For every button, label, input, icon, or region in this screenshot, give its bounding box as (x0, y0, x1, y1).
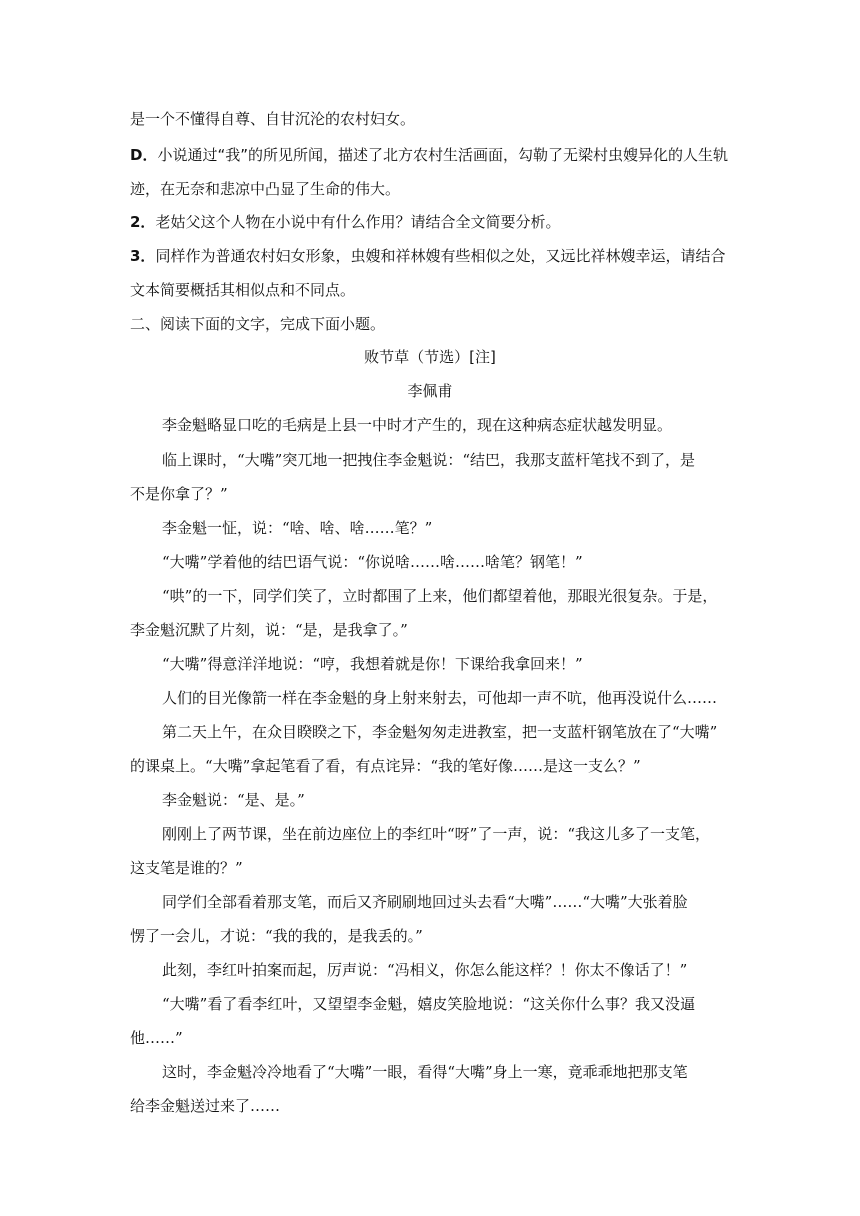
article-line: 同学们全部看着那支笔，而后又齐刷刷地回过头去看“大嘴”……“大嘴”大张着脸 (162, 893, 688, 911)
question-3-number: 3． (130, 247, 156, 265)
article-line: 不是你拿了？” (130, 485, 228, 503)
article-line: 的课桌上。“大嘴”拿起笔看了看，有点诧异：“我的笔好像……是这一支么？” (130, 757, 641, 775)
article-line: 李金魁一怔，说：“啥、啥、啥……笔？” (162, 519, 433, 537)
article-line: 愣了一会儿，才说：“我的我的，是我丢的。” (130, 927, 423, 945)
question-3-text: 同样作为普通农村妇女形象，虫嫂和祥林嫂有些相似之处，又远比祥林嫂幸运，请结合 (155, 247, 726, 265)
option-d-label: D． (130, 146, 158, 164)
article-line: 给李金魁送过来了…… (130, 1097, 281, 1115)
section-2-heading: 二、阅读下面的文字，完成下面小题。 (130, 315, 386, 333)
article-line: 李金魁略显口吃的毛病是上县一中时才产生的，现在这种病态症状越发明显。 (162, 416, 673, 434)
article-line: “哄”的一下，同学们笑了，立时都围了上来，他们都望着他，那眼光很复杂。于是， (162, 587, 718, 605)
question-2 (130, 211, 730, 233)
question-2-number: 2． (130, 213, 156, 231)
option-c-continuation: 是一个不懂得自尊、自甘沉沦的农村妇女。 (130, 110, 416, 128)
option-d-line-2: 迹，在无奈和悲凉中凸显了生命的伟大。 (130, 180, 401, 198)
article-line: 李金魁沉默了片刻，说：“是，是我拿了。” (130, 621, 408, 639)
article-line: “大嘴”看了看李红叶，又望望李金魁，嬉皮笑脸地说：“这关你什么事？我又没逼 (162, 995, 696, 1013)
question-2-text: 老姑父这个人物在小说中有什么作用？请结合全文简要分析。 (155, 213, 561, 231)
article-line: “大嘴”得意洋洋地说：“哼，我想着就是你！下课给我拿回来！” (162, 655, 583, 673)
article-title: 败节草（节选）[注] (364, 348, 496, 366)
article-line: 这时，李金魁冷冷地看了“大嘴”一眼，看得“大嘴”身上一寒，竟乖乖地把那支笔 (162, 1063, 688, 1081)
article-line: 李金魁说：“是、是。” (162, 791, 305, 809)
article-line: 刚刚上了两节课，坐在前边座位上的李红叶“呀”了一声，说：“我这儿多了一支笔， (162, 825, 711, 843)
article-line: 他……” (130, 1029, 183, 1047)
question-3-line-1 (130, 245, 730, 267)
article-line: 此刻，李红叶拍案而起，厉声说：“冯相义，你怎么能这样？！你太不像话了！” (162, 961, 688, 979)
article-line: 临上课时，“大嘴”突兀地一把拽住李金魁说：“结巴，我那支蓝杆笔找不到了，是 (162, 451, 696, 469)
option-d-line-1 (130, 144, 730, 166)
question-3-line-2: 文本简要概括其相似点和不同点。 (130, 281, 356, 299)
article-line: 人们的目光像箭一样在李金魁的身上射来射去，可他却一声不吭，他再没说什么…… (162, 689, 718, 707)
option-d-text: 小说通过“我”的所见所闻，描述了北方农村生活画面，勾勒了无梁村虫嫂异化的人生轨 (157, 146, 728, 164)
article-author: 李佩甫 (407, 382, 453, 400)
article-line: “大嘴”学着他的结巴语气说：“你说啥……啥……啥笔？钢笔！” (162, 553, 583, 571)
article-line: 这支笔是谁的？” (130, 859, 243, 877)
article-line: 第二天上午，在众目睽睽之下，李金魁匆匆走进教室，把一支蓝杆钢笔放在了“大嘴” (162, 723, 718, 741)
